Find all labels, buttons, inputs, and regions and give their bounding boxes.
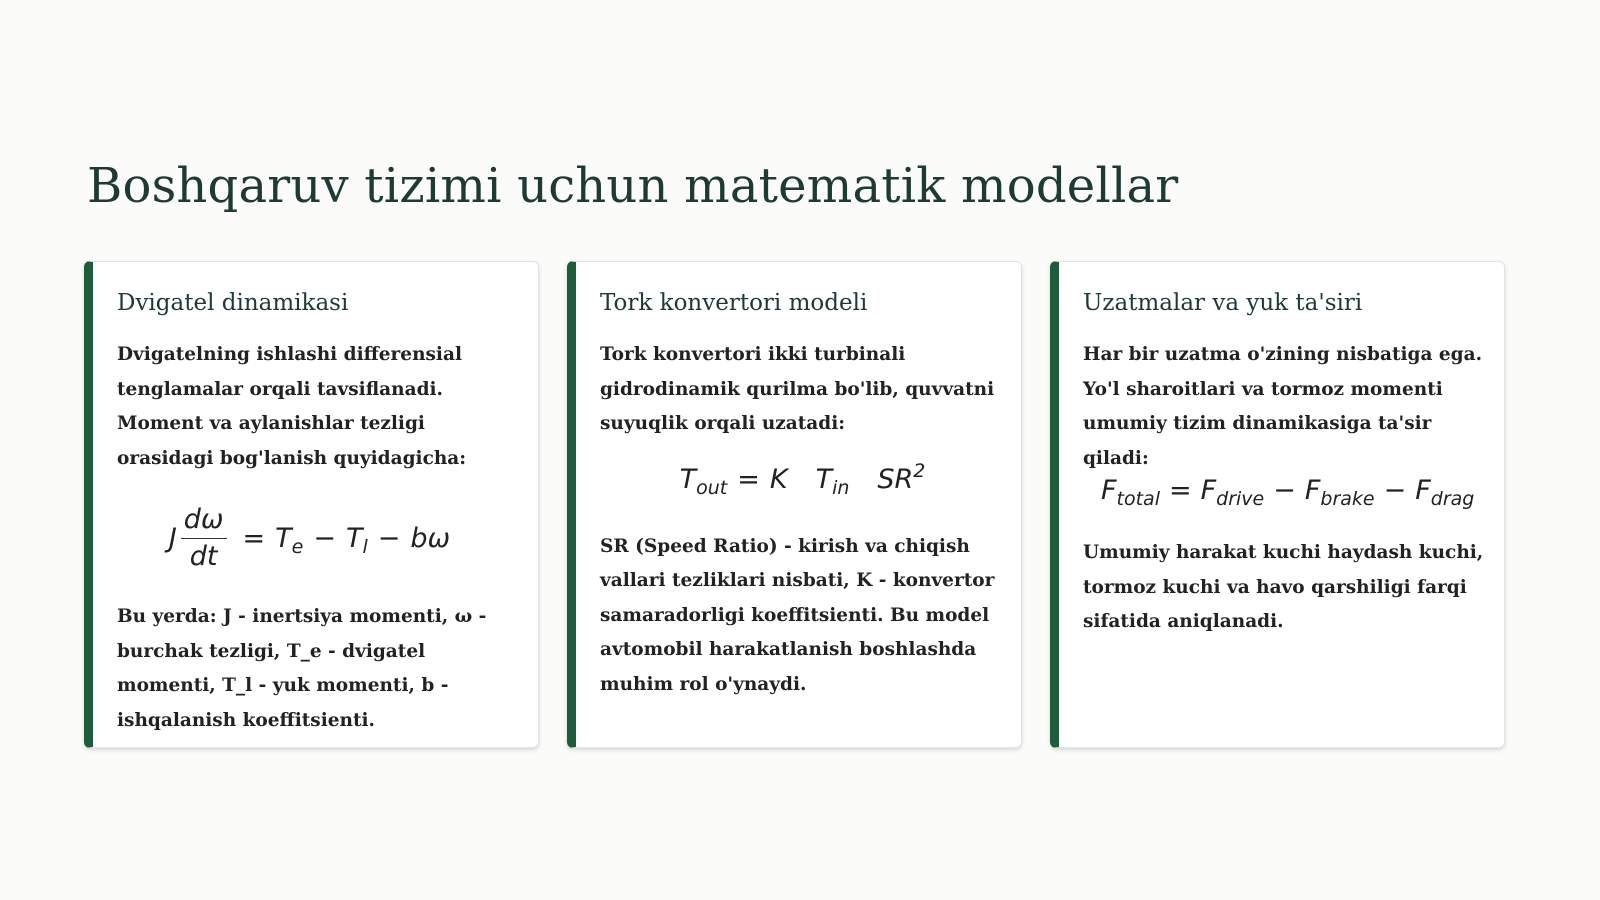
card-intro: Dvigatelning ishlashi differensial tenglamalar orqali tavsiflanadi. Moment va aylanishlar tezligi orasidagi bog'lanish quyidagicha: (117, 344, 467, 469)
card-intro: Har bir uzatma o'zining nisbatiga ega. Yo'l sharoitlari va tormoz momenti umumiy tizim dinamikasiga ta'sir qiladi: (1083, 344, 1483, 469)
slide-title: Boshqaruv tizimi uchun matematik modellar (87, 158, 1179, 214)
card-title: Dvigatel dinamikasi (117, 290, 349, 316)
card-outro: Umumiy harakat kuchi haydash kuchi, tormoz kuchi va havo qarshiligi farqi sifatida aniqlanadi. (1083, 542, 1484, 632)
formula-term: $SR^2$ (877, 460, 926, 495)
formula-term: $T_e$ (275, 522, 304, 558)
card-intro: Tork konvertori ikki turbinali gidrodinamik qurilma bo'lib, quvvatni suyuqlik orqali uzatadi: (600, 344, 995, 434)
formula-term: J (168, 522, 177, 554)
formula-operator: − (1273, 474, 1296, 506)
formula-term: $F_{drive}$ (1200, 474, 1265, 510)
fraction-denominator: dt (189, 540, 218, 572)
formula-term: $F_{drag}$ (1415, 474, 1475, 510)
formula-term: $T_l$ (346, 522, 368, 558)
torque-converter-formula (600, 458, 1005, 502)
formula-operator: − (313, 522, 336, 554)
card-outro: SR (Speed Ratio) - kirish va chiqish vallari tezliklari nisbati, K - konvertor samaradorligi koeffitsienti. Bu model avtomobil harakatlanish boshlashda muhim rol o'ynaydi. (600, 535, 995, 695)
card-torque-converter (567, 261, 1022, 748)
formula-term: $F_{total}$ (1101, 474, 1160, 510)
card-outro: Bu yerda: J - inertsiya momenti, ω - burchak tezligi, T_e - dvigatel momenti, T_l - yuk momenti, b - ishqalanish koeffitsienti. (117, 606, 487, 731)
formula-operator: = (737, 464, 760, 495)
card-engine-dynamics (84, 261, 539, 748)
formula-operator: − (377, 522, 401, 554)
formula-term: $T_{out}$ (679, 464, 728, 499)
card-title: Tork konvertori modeli (600, 290, 868, 316)
formula-term: bω (410, 522, 451, 554)
formula-term: $T_{in}$ (815, 464, 850, 499)
formula-fraction (181, 504, 227, 573)
card-title: Uzatmalar va yuk ta'siri (1083, 290, 1363, 316)
formula-term: $F_{brake}$ (1304, 474, 1375, 510)
formula-operator: = (1168, 474, 1192, 506)
formula-operator: = (242, 522, 266, 554)
force-balance-formula (1101, 470, 1488, 510)
formula-operator: − (1383, 474, 1407, 506)
formula-term: K (769, 464, 788, 495)
engine-dynamics-formula (97, 498, 522, 578)
fraction-numerator: dω (181, 504, 227, 539)
card-gears-and-load (1050, 261, 1505, 748)
